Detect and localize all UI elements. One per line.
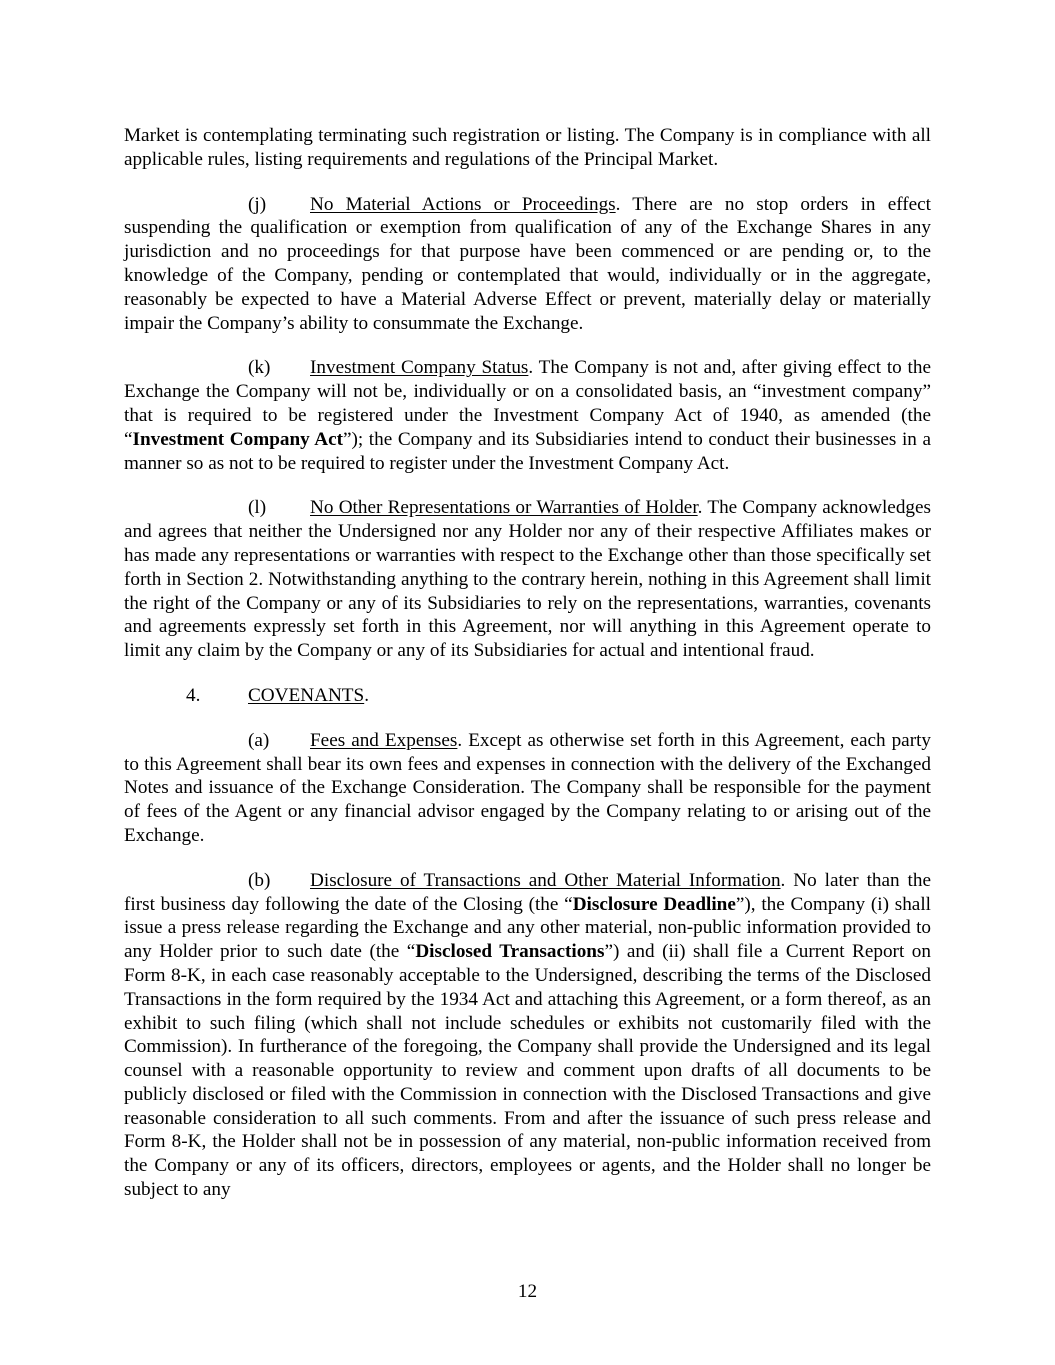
section-text: ”), the Company (i) shall issue a press release regarding the Exchange and any other material, non-public information provided to any Holder prior to such date (the “ <box>124 893 931 963</box>
section-text: . The Company acknowledges and agrees that neither the Undersigned nor any Holder nor any of their respective Affiliates makes or has made any representations or warranties with respect to the Exchange other than those specifically set forth in Section 2. Notwithstanding anything to the contrary herein, nothing in this Agreement shall limit the right of the Company or any of its Subsidiaries to rely on the representations, warranties, covenants and agreements expressly set forth in this Agreement, nor will anything in this Agreement operate to limit any claim by the Company or any of its Subsidiaries for actual and intentional fraud. <box>124 497 931 662</box>
section-text: ”); the Company and its Subsidiaries intend to conduct their businesses in a manner so as not to be required to register under the Investment Company Act. <box>124 428 931 474</box>
document-body <box>124 124 931 1223</box>
section-marker: (a) <box>248 729 270 751</box>
defined-term: Disclosed Transactions <box>415 941 605 963</box>
section-marker: (k) <box>248 357 271 379</box>
section-3l <box>124 496 931 663</box>
section-title: Disclosure of Transactions and Other Material Information <box>310 869 781 891</box>
section-title: Fees and Expenses <box>310 729 458 751</box>
section-title: No Material Actions or Proceedings <box>310 193 616 215</box>
section-3k <box>124 356 931 475</box>
page-number: 12 <box>517 1281 538 1302</box>
section-marker: (l) <box>248 497 267 519</box>
section-4a <box>124 729 931 848</box>
defined-term: Investment Company Act <box>132 428 343 450</box>
section-title: No Other Representations or Warranties of Holder <box>310 497 698 519</box>
section-marker: (b) <box>248 869 271 891</box>
section-4-heading <box>124 684 931 708</box>
section-4b <box>124 869 931 1202</box>
section-text: . Except as otherwise set forth in this Agreement, each party to this Agreement shall bear its own fees and expenses in connection with the delivery of the Exchanged Notes and issuance of the Exchange Consideration. The Company shall be responsible for the payment of fees of the Agent or any financial advisor engaged by the Company relating to or arising out of the Exchange. <box>124 729 932 846</box>
section-title: Investment Company Status <box>310 357 529 379</box>
paragraph-continuation: Market is contemplating terminating such registration or listing. The Company is in compliance with all applicable rules, listing requirements and regulations of the Principal Market. <box>124 125 931 170</box>
section-title: COVENANTS <box>248 684 365 706</box>
section-text: . The Company is not and, after giving effect to the Exchange the Company will not be, individually or on a consolidated basis, an “investment company” that is required to be registered under the Investment Company Act of 1940, as amended (the “ <box>124 357 931 450</box>
defined-term: Disclosure Deadline <box>572 893 736 915</box>
section-text: . There are no stop orders in effect suspending the qualification or exemption from qualification of any of the Exchange Shares in any jurisdiction and no proceedings for that purpose have been commenced or are pending or, to the knowledge of the Company, pending or contemplated that would, individually or in the aggregate, reasonably be expected to have a Material Adverse Effect or prevent, materially delay or materially impair the Company’s ability to consummate the Exchange. <box>124 193 932 334</box>
section-text: . No later than the first business day following the date of the Closing (the “ <box>124 869 931 915</box>
section-title-suffix: . <box>364 684 369 706</box>
section-marker: (j) <box>248 193 267 215</box>
section-number: 4. <box>186 684 201 706</box>
section-text: ”) and (ii) shall file a Current Report on Form 8-K, in each case reasonably acceptable to the Undersigned, describing the terms of the Disclosed Transactions in the form required by the 1934 Act and attaching this Agreement, or a form thereof, as an exhibit to such filing (which shall not include schedules or exhibits not customarily filed with the Commission). In furtherance of the foregoing, the Company shall provide the Undersigned and its legal counsel with a reasonable opportunity to review and comment upon drafts of all documents to be publicly disclosed or filed with the Commission in connection with the Disclosed Transactions and give reasonable consideration to all such comments. From and after the issuance of such press release and Form 8-K, the Holder shall not be in possession of any material, non-public information received from the Company or any of its officers, directors, employees or agents, and the Holder shall no longer be subject to any <box>124 941 931 1201</box>
section-3j <box>124 193 931 336</box>
